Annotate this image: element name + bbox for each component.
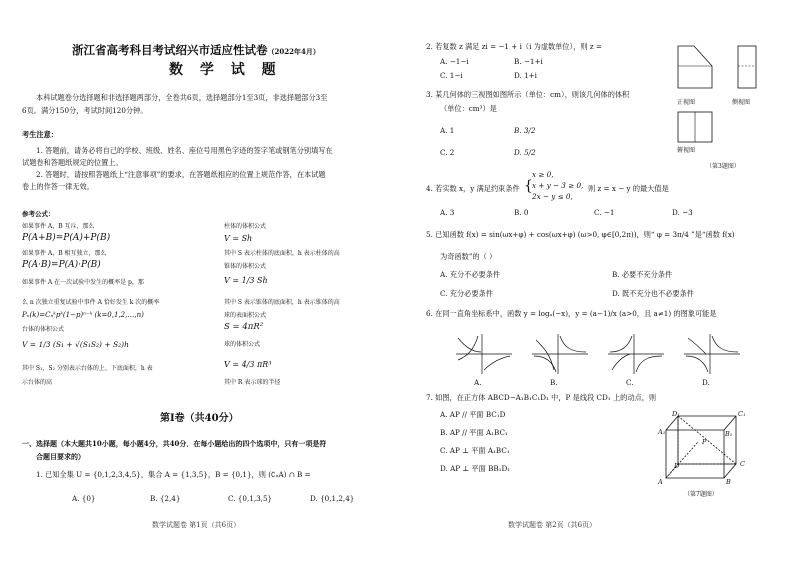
figure-caption: （第3题图）: [706, 163, 740, 170]
notice-line: 试题卷和答题纸规定的位置上。: [22, 158, 123, 167]
q6-stem: 6. 在同一直角坐标系中，函数 y = logₐ(−x)，y = (a−1)/x (a>0，且 a≠1) 的图象可能是: [426, 309, 717, 318]
q1-option-b: B. {2,4}: [150, 494, 181, 503]
vertex-label: A₁: [658, 428, 666, 436]
q4-tail: 则 z = x − y 的最大值是: [588, 184, 669, 193]
formula-text: 锥体的体积公式: [224, 263, 267, 270]
q3-option-d: D. 5/2: [514, 148, 536, 157]
q4-constraint: x ≥ 0,: [532, 170, 554, 179]
q4-stem: 4. 若实数 x，y 满足约束条件: [426, 184, 520, 193]
q2-option-b: B. −1+i: [514, 57, 543, 66]
q3-option-a: A. 1: [440, 126, 455, 135]
top-view-label: 俯视图: [677, 147, 696, 154]
q6-option-a: A.: [474, 378, 482, 387]
intro-line: 6页。满分150分，考试时间120分钟。: [22, 106, 148, 115]
vertex-label: B: [726, 478, 731, 486]
q7-option-a: A. AP // 平面 BC₁D: [440, 410, 506, 419]
figure-caption: （第7题图）: [684, 491, 718, 498]
notice-line: 卷上的作答一律无效。: [22, 182, 94, 191]
intro-line: 本科试题卷分选择题和非选择题两部分，全卷共6页，选择题部分1至3页，非选择题部分3至: [36, 93, 328, 102]
subject-title: 数 学 试 题: [169, 62, 282, 78]
q2-option-c: C. 1−i: [440, 71, 463, 80]
q7-option-d: D. AP ⊥ 平面 BB₁D₁: [440, 464, 511, 473]
q2-option-d: D. 1+i: [514, 71, 537, 80]
q1-stem: 1. 已知全集 U = {0,1,2,3,4,5}，集合 A = {1,3,5}，B = {0,1}，则 (∁ᵤA) ∩ B =: [36, 470, 311, 479]
q4-option-d: D. −3: [672, 208, 693, 217]
q3-stem: （单位：cm³）是: [440, 104, 497, 113]
q2-option-a: A. −1−i: [440, 57, 469, 66]
q4-constraint: 2x − y ≤ 0,: [532, 192, 573, 201]
q1-option-d: D. {0,1,2,4}: [310, 494, 355, 503]
q6-option-d: D.: [702, 378, 710, 387]
vertex-label: P: [702, 438, 707, 446]
cube-figure: [658, 408, 758, 492]
formula: V = 4/3 πR³: [224, 360, 272, 369]
section-heading: 一、选择题（本大题共10小题，每小题4分，共40分．在每小题给出的四个选项中，只有一项是符: [22, 439, 327, 448]
formula: Pₙ(k)=Cₙᵏpᵏ(1−p)ⁿ⁻ᵏ (k=0,1,2,…,n): [22, 311, 144, 319]
q6-option-c: C.: [626, 378, 634, 387]
notice-line: 1. 答题前，请务必将自己的学校、班级、姓名、座位号用黑色字迹的签字笔或钢笔分别填写在: [36, 146, 333, 155]
q5-option-d: D. 既不充分也不必要条件: [612, 289, 694, 298]
q6-graphs: [452, 330, 752, 378]
q2-stem: 2. 若复数 z 满足 zi = −1 + i（i 为虚数单位），则 z =: [426, 42, 602, 51]
formula-text: 如果事件 A 在一次试验中发生的概率是 p，那: [22, 279, 144, 286]
formula: V = 1/3 Sh: [224, 276, 268, 285]
formula-heading: 参考公式：: [22, 210, 55, 218]
part-title: 第Ⅰ卷（共40分）: [160, 413, 239, 424]
q7-stem: 7. 如图，在正方体 ABCD−A₁B₁C₁D₁ 中，P 是线段 CD₁ 上的动点，则: [426, 393, 657, 402]
page-1: [22, 0, 402, 561]
brace: {: [524, 178, 533, 194]
q5-option-b: B. 必要不充分条件: [612, 270, 673, 279]
formula: P(A·B)=P(A)·P(B): [22, 260, 101, 270]
notice-heading: 考生注意：: [22, 130, 58, 139]
formula-text: 柱体的体积公式: [224, 223, 267, 230]
q5-option-c: C. 充分必要条件: [440, 289, 493, 298]
q3-option-b: B. 3/2: [514, 126, 536, 135]
formula-text: 么 n 次独立重复试验中事件 A 恰好发生 k 次的概率: [22, 299, 160, 306]
q5-stem: 为奇函数”的（ ）: [440, 252, 497, 261]
formula: V = Sh: [224, 234, 253, 243]
q4-option-a: A. 3: [440, 208, 455, 217]
page-2: [412, 0, 792, 561]
formula-text: 其中 S 表示柱体的底面积，h 表示柱体的高: [224, 250, 340, 257]
q7-option-b: B. AP // 平面 A₁BC₁: [440, 428, 508, 437]
q1-option-a: A. {0}: [72, 494, 96, 503]
formula: V = 1/3 (S₁ + √(S₁S₂) + S₂)h: [22, 340, 129, 349]
vertex-label: B₁: [725, 430, 733, 438]
exam-title: 浙江省高考科目考试绍兴市适应性试卷（2022年4月）: [72, 43, 320, 57]
vertex-label: C₁: [738, 410, 746, 418]
formula-text: 台体的体积公式: [22, 326, 65, 333]
side-view-label: 侧视图: [732, 99, 751, 106]
vertex-label: D: [674, 462, 680, 470]
formula: S = 4πR²: [224, 322, 264, 332]
q3-stem: 3. 某几何体的三视图如图所示（单位：cm），则该几何体的体积: [426, 90, 630, 99]
formula-text: 其中 S₁，S₂ 分别表示台体的上、下底面积，h 表: [22, 365, 153, 372]
q5-option-a: A. 充分不必要条件: [440, 270, 501, 279]
q4-constraint: x + y − 3 ≥ 0,: [532, 181, 584, 190]
q6-option-b: B.: [550, 378, 558, 387]
formula-text: 示台体的高: [22, 379, 53, 386]
vertex-label: D₁: [672, 410, 680, 418]
page-footer: 数学试题卷 第2页（共6页）: [508, 521, 597, 529]
q4-option-c: C. −1: [594, 208, 615, 217]
formula-text: 如果事件 A，B 相互独立，那么: [22, 250, 107, 257]
q4-option-b: B. 0: [514, 208, 529, 217]
formula-text: 如果事件 A，B 互斥，那么: [22, 223, 95, 230]
q3-option-c: C. 2: [440, 148, 455, 157]
page-footer: 数学试题卷 第1页（共6页）: [152, 521, 241, 529]
front-view-label: 正视图: [677, 99, 696, 106]
formula-text: 球的体积公式: [224, 341, 261, 348]
vertex-label: A: [658, 478, 663, 486]
vertex-label: C: [740, 460, 745, 468]
formula-text: 其中 R 表示球的半径: [224, 379, 281, 386]
formula-text: 球的表面积公式: [224, 312, 267, 319]
notice-line: 2. 答题时，请按照答题纸上“注意事项”的要求，在答题纸相应的位置上规范作答，在本试题: [36, 170, 326, 179]
formula-text: 其中 S 表示锥体的底面积，h 表示锥体的高: [224, 299, 340, 306]
formula: P(A+B)=P(A)+P(B): [22, 233, 111, 243]
q1-option-c: C. {0,1,3,5}: [228, 494, 273, 503]
q5-stem: 5. 已知函数 f(x) = sin(ωx+φ) + cos(ωx+φ) (ω>0, φ∈[0,2π))，则“ φ = 3π/4 ”是“函数 f(x): [426, 230, 735, 239]
section-heading: 合题目要求的）: [36, 452, 85, 461]
q7-option-c: C. AP ⊥ 平面 A₁BC₁: [440, 446, 510, 455]
